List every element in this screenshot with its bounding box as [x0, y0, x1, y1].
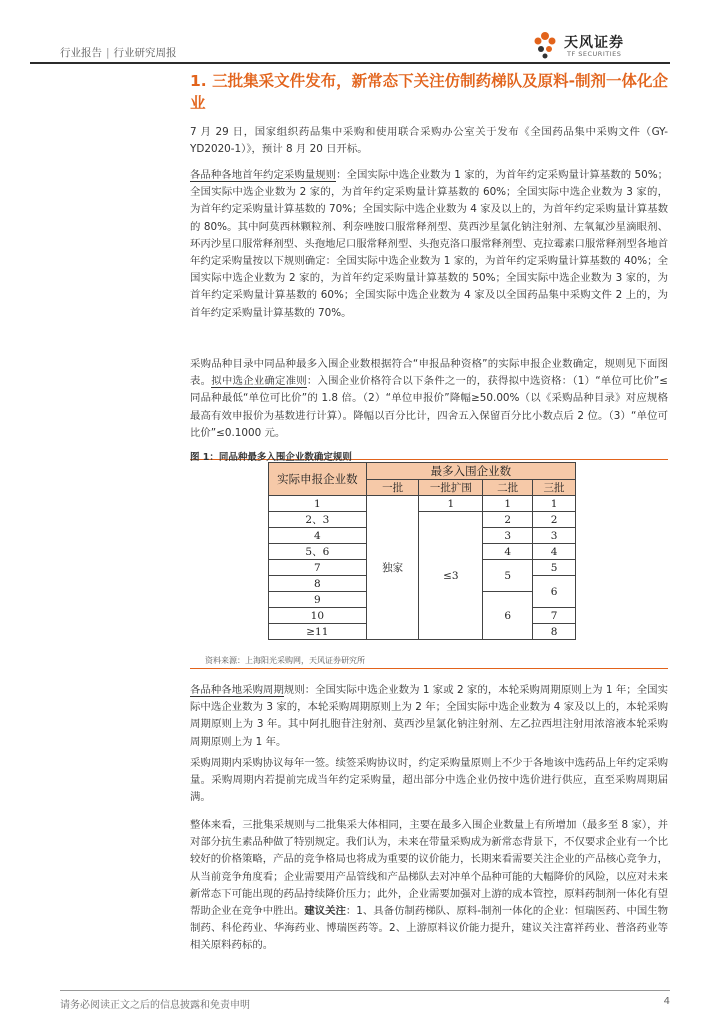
batch3-cell: 4: [533, 544, 576, 560]
declared-cell: 10: [269, 608, 367, 624]
table-row: [269, 512, 576, 528]
batch3-cell: 6: [533, 576, 576, 608]
purchase-volume-body: ：全国实际中选企业数为 1 家的，为首年约定采购量计算基数的 50%；全国实际中选企业数为 2 家的，为首年约定采购量计算基数的 60%；全国实际中选企业数为 3 家的，为首年约定采购量计算基数的 70%；全国实际中选企业数为 4 家及以上的，为首年约定采购量计算基数的 80%。其中阿莫西林颗粒剂、利奈唑胺口服常释剂型、莫西沙星氯化钠注射剂、左氧氟沙星滴眼剂、环丙沙星口服常释剂型、头孢地尼口服常释剂型、头孢克洛口服常释剂型、克拉霉素口服常释剂型各地首年约定采购量按以下规则确定：全国实际中选企业数为 1 家的，为首年约定采购量计算基数的 40%；全国实际中选企业数为 2 家的，为首年约定采购量计算基数的 50%；全国实际中选企业数为 3 家的，为首年约定采购量计算基数的 60%；全国实际中选企业数为 4 家及以全国药品集中采购文件 2 上的，为首年约定采购量计算基数的 70%。: [190, 169, 668, 319]
declared-cell: 9: [269, 592, 367, 608]
declared-cell: 4: [269, 528, 367, 544]
max-enterprises-table: [268, 462, 576, 640]
batch2-cell: 3: [483, 528, 533, 544]
recommendation-body: ：1、具备仿制药梯队、原料-制剂一体化的企业：恒瑞医药、中国生物制药、科伦药业、华海药业、博瑞医药等。2、上游原料议价能力提升，建议关注富祥药业、普洛药业等相关原料药标的。: [190, 905, 669, 952]
table-row: [269, 496, 576, 512]
batch3-cell: 2: [533, 512, 576, 528]
logo-chinese-name: 天风证券: [564, 35, 624, 51]
paragraph-announcement: 7 月 29 日，国家组织药品集中采购和使用联合采购办公室关于发布《全国药品集中采购文件（GY-YD2020-1）》，预计 8 月 20 日开标。: [190, 126, 668, 156]
figure-title-bar: [190, 445, 668, 463]
figure-title: 图 1：同品种最多入围企业数确定规则: [190, 452, 352, 463]
batch3-cell: 3: [533, 528, 576, 544]
purchase-volume-heading: 各品种各地首年约定采购量规则: [190, 169, 337, 181]
crumb-weekly-report: 行业研究周报: [113, 47, 177, 59]
paragraph-selection-rules: [190, 356, 668, 442]
procurement-cycle-body: 规则：全国实际中选企业数为 1 家或 2 家的，本轮采购周期原则上为 1 年；全国实际中选企业数为 3 家的，本轮采购周期原则上为 2 年；全国实际中选企业数为 4 家及以上的，本轮采购周期原则上为 3 年。其中阿扎胞苷注射剂、莫西沙星氯化钠注射剂、左乙拉西坦注射用浓溶液本轮采购周期原则上为 1 年。: [190, 684, 668, 748]
paragraph-overall-view: [190, 817, 668, 955]
batch2-cell: 6: [483, 592, 533, 640]
table-header-row: [269, 463, 576, 480]
overall-view-body: 整体来看，三批集采规则与二批集采大体相同，主要在最多入围企业数量上有所增加（最多至 8 家），并对部分抗生素品种做了特别规定。我们认为，未来在带量采购成为新常态背景下，不仅要求企业有一个比较好的价格策略，产品的竞争格局也将成为重要的议价能力，长期来看需要关注企业的产品核心竞争力，从当前竞争角度看；企业需要用产品管线和产品梯队去对冲单个品种可能的大幅降价的风险，以应对未来新常态下可能出现的药品持续降价压力；此外，企业需要加强对上游的成本管控，原料药制剂一体化有望帮助企业在竞争中胜出。: [190, 819, 668, 918]
declared-cell: 1: [269, 496, 367, 512]
declared-cell: ≥11: [269, 624, 367, 640]
subhead-batch1-expanded: 一批扩围: [419, 480, 483, 496]
batch3-cell: 8: [533, 624, 576, 640]
batch3-cell: 1: [533, 496, 576, 512]
figure-source: 资料来源：上海阳光采购网，天风证券研究所: [205, 656, 365, 665]
declared-cell: 5、6: [269, 544, 367, 560]
batch3-cell: 7: [533, 608, 576, 624]
paragraph-procurement-cycle: [190, 682, 668, 751]
subhead-batch2: 二批: [483, 480, 533, 496]
paragraph-annual-agreement: 采购周期内采购协议每年一签。续签采购协议时，约定采购量原则上不少于各地该中选药品上年约定采购量。采购周期内若提前完成当年约定采购量，超出部分中选企业仍按中选价进行供应，直至采购周期届满。: [190, 757, 668, 804]
subhead-batch1: 一批: [366, 480, 419, 496]
recommendation-heading: 建议关注: [304, 905, 346, 918]
breadcrumb: [60, 45, 177, 60]
selection-criteria-heading: 拟中选企业确定准则: [211, 375, 307, 388]
selection-criteria-body: ：入围企业价格符合以下条件之一的，获得拟中选资格：（1）“单位可比价”≤同品种最低“单位可比价”的 1.8 倍。（2）“单位申报价”降幅≥50.00%（以《采购品种目录》对应规格最高有效申报价为基数进行计算）。降幅以百分比计，四舍五入保留百分比小数点后 2 位。（3）“单位可比价”≤0.1000 元。: [190, 375, 668, 439]
procurement-cycle-heading: 各品种各地采购周期: [190, 684, 284, 696]
header-max-shortlisted: 最多入围企业数: [366, 463, 575, 480]
logo-flower-icon: [530, 30, 560, 60]
tf-securities-logo: [530, 28, 670, 60]
declared-cell: 8: [269, 576, 367, 592]
batch2-cell: 4: [483, 544, 533, 560]
batch3-cell: 5: [533, 560, 576, 576]
declared-cell: 7: [269, 560, 367, 576]
page-footer: [60, 996, 670, 1011]
declared-cell: 2、3: [269, 512, 367, 528]
subhead-batch3: 三批: [533, 480, 576, 496]
footer-disclaimer: 请务必阅读正文之后的信息披露和免责申明: [60, 1000, 250, 1011]
header-declared-enterprises: 实际申报企业数: [269, 463, 367, 496]
section-title: 1. 三批集采文件发布，新常态下关注仿制药梯队及原料-制剂一体化企业: [190, 72, 669, 112]
figure-bottom-divider: [190, 668, 668, 669]
batch1-expanded-merged-cell: ≤3: [419, 512, 483, 640]
batch2-cell: 2: [483, 512, 533, 528]
batch2-cell: 1: [483, 496, 533, 512]
batch1-exclusive-cell: 独家: [366, 496, 419, 640]
logo-english-name: TF SECURITIES: [567, 50, 622, 58]
page-number: 4: [663, 996, 670, 1007]
crumb-industry-report: 行业报告: [60, 47, 102, 59]
footer-divider: [60, 990, 670, 991]
batch2-cell: 5: [483, 560, 533, 592]
paragraph-purchase-volume: [190, 167, 668, 322]
selection-intro: 采购品种目录中同品种最多入围企业数根据符合“申报品种资格”的实际申报企业数确定，规则见下面图表。: [190, 358, 668, 388]
crumb-separator: |: [106, 47, 110, 59]
batch1-expanded-cell: 1: [419, 496, 483, 512]
header-divider: [30, 62, 670, 64]
